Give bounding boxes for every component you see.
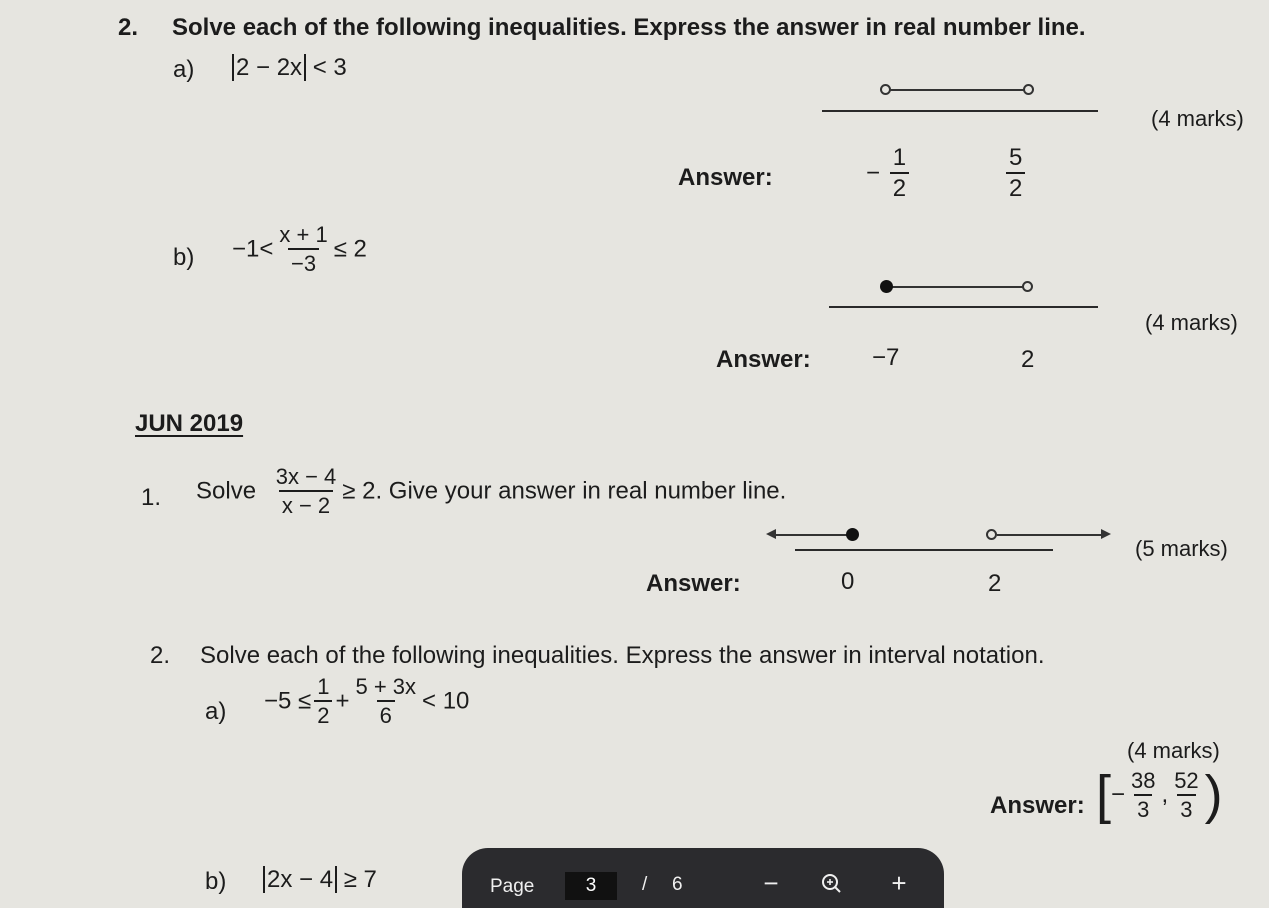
tick-label-neg-seven: −7 — [872, 344, 900, 371]
left-bracket: [ — [1096, 765, 1112, 825]
minus-icon: − — [763, 868, 779, 898]
page-label: Page — [490, 876, 535, 897]
tick-label-two: 2 — [988, 570, 1002, 597]
zoom-reset-button[interactable] — [814, 866, 848, 900]
q2a-relation: < 3 — [312, 54, 347, 81]
q1-number: 1. — [141, 484, 162, 511]
open-dot-right — [1023, 84, 1034, 95]
q1-answer-label: Answer: — [646, 570, 741, 597]
q2-bottom-b-label: b) — [205, 868, 227, 895]
number-line-b-interval — [890, 286, 1028, 288]
q2b-answer-label: Answer: — [716, 346, 811, 373]
q2b-expression: −1< $\frac{x + 1}{-3}$ ≤ 2 — [232, 222, 367, 276]
closed-dot-left — [880, 280, 893, 293]
q2b-marks: (4 marks) — [1145, 310, 1238, 335]
arrow-right-icon — [1101, 529, 1111, 539]
q2a-marks: (4 marks) — [1151, 106, 1244, 131]
zoom-icon — [820, 872, 842, 894]
tick-label-neg-half: − $\frac{1}{2}$ — [866, 146, 912, 201]
open-dot-right — [1022, 281, 1033, 292]
q2-bottom-instruction: Solve each of the following inequalities. Express the answer in interval notation. — [200, 642, 1045, 669]
number-line-b-axis — [829, 306, 1098, 308]
zoom-out-button[interactable] — [754, 866, 788, 900]
open-dot-left — [880, 84, 891, 95]
q2-bottom-a-answer: [− $\frac{38}{3}$ , $\frac{52}{3}$ ) — [1096, 765, 1223, 825]
tick-label-five-halves: $\frac{5}{2}$ — [1003, 146, 1028, 201]
q2-bottom-a-expression: −5 ≤ $\frac{1}{2}$ + $\frac{5 + 3x}{6}$ < 10 — [264, 674, 470, 728]
q2-bottom-b-expression: 2x − 4 ≥ 7 — [263, 866, 377, 894]
tick-label-two: 2 — [1021, 346, 1035, 373]
current-page-input[interactable]: 3 — [565, 872, 617, 900]
q2a-answer-label: Answer: — [678, 164, 773, 191]
q2-bottom-a-answer-label: Answer: — [990, 792, 1085, 819]
number-line-a-interval — [888, 89, 1028, 91]
q2a-label: a) — [173, 56, 195, 83]
q2a-expression — [232, 54, 347, 82]
closed-dot-zero — [846, 528, 859, 541]
q2-top-instruction: Solve each of the following inequalities. Express the answer in real number line. — [172, 14, 1086, 41]
number-line-q1-right-ray — [997, 534, 1103, 536]
number-line-q1-axis — [795, 549, 1053, 551]
number-line-q1-left-ray — [776, 534, 852, 536]
section-heading: JUN 2019 — [135, 410, 244, 437]
open-dot-two — [986, 529, 997, 540]
zoom-in-button[interactable] — [882, 866, 916, 900]
number-line-a-axis — [822, 110, 1098, 112]
arrow-left-icon — [766, 529, 776, 539]
q2-top-number: 2. — [118, 14, 139, 41]
q2-bottom-number: 2. — [150, 642, 171, 669]
plus-icon: + — [891, 868, 907, 898]
q2a-abs-expr: 2 − 2x — [232, 54, 306, 81]
q2-bottom-a-marks: (4 marks) — [1127, 738, 1220, 763]
q2-bottom-a-label: a) — [205, 698, 227, 725]
page-toolbar — [462, 848, 944, 908]
q1-marks: (5 marks) — [1135, 536, 1228, 561]
tick-label-zero: 0 — [841, 568, 855, 595]
q1-expression: Solve $\frac{3x - 4}{x - 2}$ ≥ 2. Give your answer in real number line. — [196, 464, 787, 518]
total-pages: 6 — [672, 874, 683, 895]
q2b-label: b) — [173, 244, 195, 271]
right-paren: ) — [1204, 765, 1223, 825]
page-separator: / — [642, 874, 648, 895]
